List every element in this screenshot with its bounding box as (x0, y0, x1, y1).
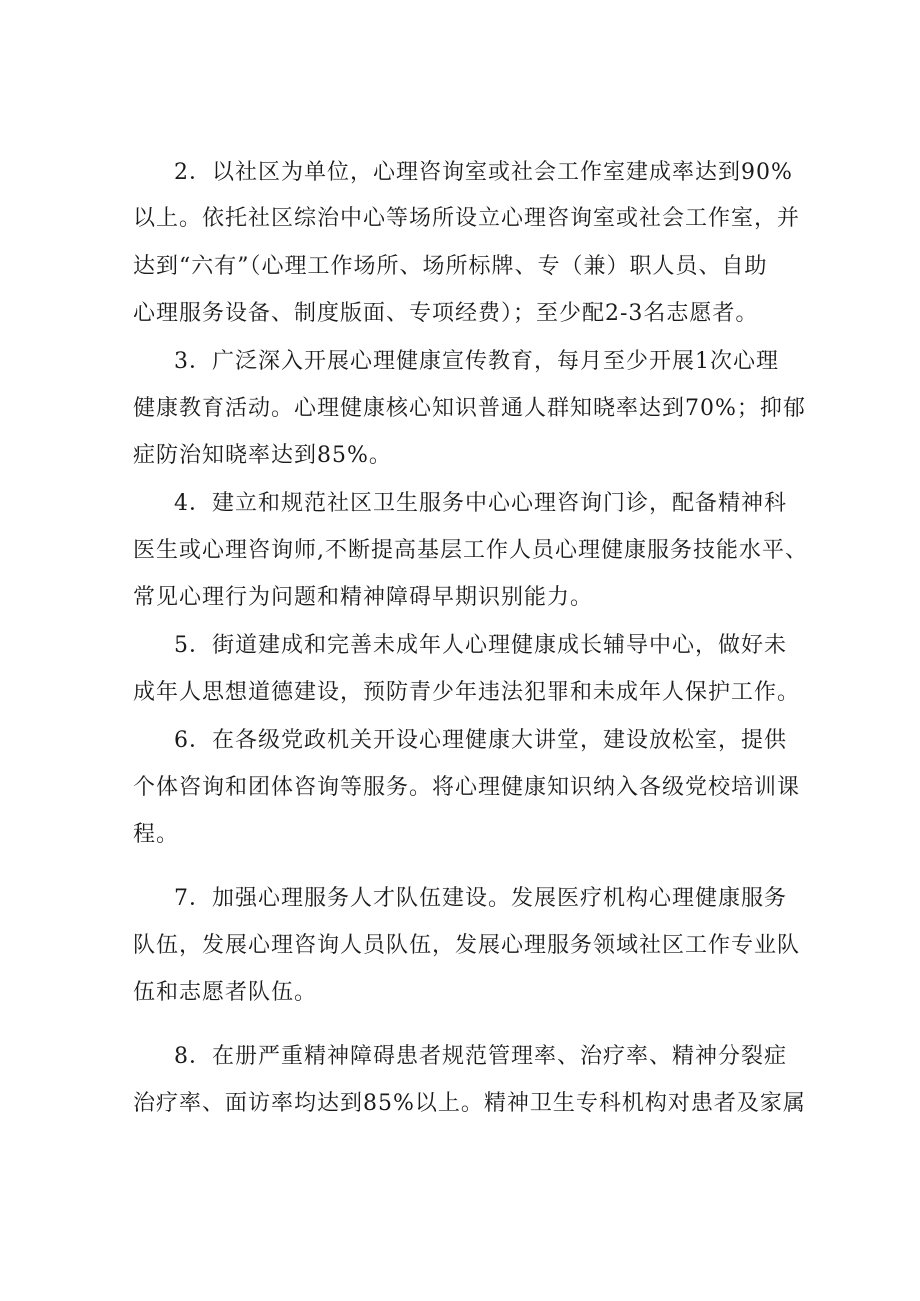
paragraph-line: 5．街道建成和完善未成年人心理健康成长辅导中心，做好未 (174, 633, 787, 658)
paragraph-line: 8．在册严重精神障碍患者规范管理率、治疗率、精神分裂症 (174, 1044, 787, 1069)
paragraph-line: 以上。依托社区综治中心等场所设立心理咨询室或社会工作室，并 (133, 206, 801, 231)
paragraph-line: 队伍，发展心理咨询人员队伍，发展心理服务领域社区工作专业队 (133, 933, 801, 958)
paragraph-line: 7．加强心理服务人才队伍建设。发展医疗机构心理健康服务 (174, 886, 787, 911)
paragraph-line: 个体咨询和团体咨询等服务。将心理健康知识纳入各级党校培训课 (133, 775, 801, 800)
paragraph-line: 症防治知晓率达到85%。 (133, 443, 392, 468)
paragraph-line: 3．广泛深入开展心理健康宣传教育，每月至少开展1次心理 (174, 349, 779, 374)
paragraph-line: 程。 (133, 822, 180, 847)
paragraph-line: 达到“六有”（心理工作场所、场所标牌、专（兼）职人员、自助 (133, 254, 768, 279)
paragraph-line: 医生或心理咨询师,不断提高基层工作人员心理健康服务技能水平、 (133, 538, 808, 563)
paragraph-line: 6．在各级党政机关开设心理健康大讲堂，建设放松室，提供 (174, 728, 787, 753)
paragraph-line: 成年人思想道德建设，预防青少年违法犯罪和未成年人保护工作。 (133, 680, 801, 705)
paragraph-line: 健康教育活动。心理健康核心知识普通人群知晓率达到70%；抑郁 (133, 396, 806, 421)
paragraph-line: 心理服务设备、制度版面、专项经费）；至少配2-3名志愿者。 (133, 301, 759, 326)
paragraph-line: 常见心理行为问题和精神障碍早期识别能力。 (133, 585, 594, 610)
paragraph-line: 治疗率、面访率均达到85%以上。精神卫生专科机构对患者及家属 (133, 1091, 806, 1116)
paragraph-line: 4．建立和规范社区卫生服务中心心理咨询门诊，配备精神科 (174, 491, 787, 516)
paragraph-line: 伍和志愿者队伍。 (133, 980, 318, 1005)
paragraph-line: 2．以社区为单位，心理咨询室或社会工作室建成率达到90% (174, 160, 793, 185)
